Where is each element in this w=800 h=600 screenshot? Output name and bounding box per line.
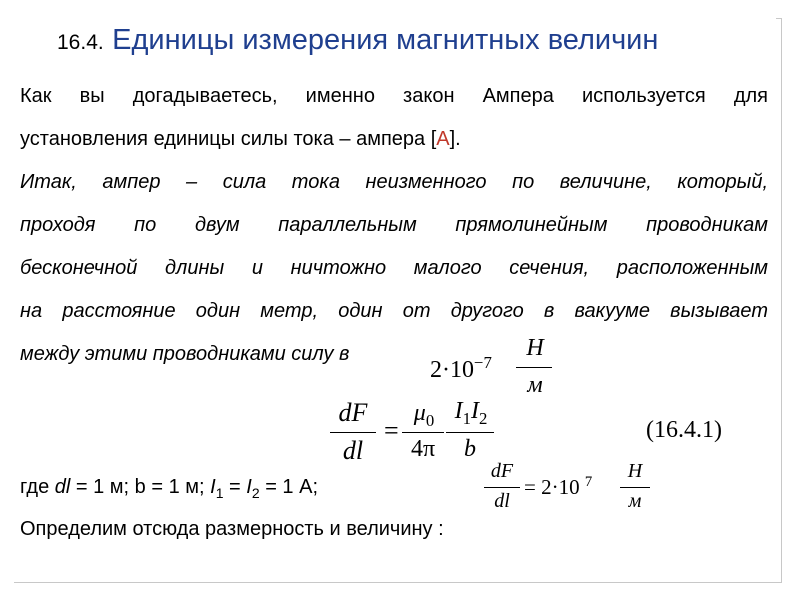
inline-fraction-bar — [516, 367, 552, 368]
i2-sub: 2 — [479, 408, 488, 428]
mu-sub: 0 — [425, 410, 435, 430]
ampere-symbol: А — [436, 128, 450, 150]
where-tail: = 1 А; — [259, 476, 319, 498]
text-line-2-body: установления единицы силы тока – ампера [ — [20, 128, 437, 150]
main-current-bar — [446, 432, 494, 433]
slide-border-right — [781, 18, 782, 583]
text-line-2 — [20, 129, 768, 149]
where-eq: = — [223, 476, 247, 498]
result-lhs-den: dl — [494, 490, 510, 512]
main-current-num — [446, 398, 496, 429]
last-line: Определим отсюда размерность и величину : — [20, 518, 444, 540]
result-rhs — [524, 474, 592, 500]
i2-symbol: I — [471, 398, 479, 424]
text-line-1: Как вы догадываетесь, именно закон Ампера используется для — [20, 85, 768, 107]
inline-unit-num: H — [526, 335, 544, 361]
where-dl: dl — [54, 476, 71, 498]
result-coef: = 2·10 — [524, 475, 580, 499]
inline-formula-coefficient — [430, 353, 492, 384]
main-lhs-num: dF — [338, 398, 368, 427]
where-line — [20, 477, 768, 503]
result-unit-bar — [620, 487, 650, 488]
main-mu-den: 4π — [410, 436, 436, 462]
where-i1-sub: 1 — [215, 485, 224, 501]
section-title: Единицы измерения магнитных величин — [112, 24, 659, 56]
slide-border-corner — [776, 18, 782, 19]
where-values: = 1 м; b = 1 м; — [70, 476, 211, 498]
mu-symbol: μ — [413, 400, 426, 426]
slide-title — [57, 24, 658, 57]
inline-unit-den: м — [527, 372, 543, 398]
result-lhs-bar — [484, 487, 520, 488]
i1-sub: 1 — [462, 408, 471, 428]
inline-coef: 2·10 — [430, 357, 474, 383]
where-i2-sub: 2 — [251, 485, 260, 501]
result-unit-num: H — [627, 460, 643, 482]
inline-exp: −7 — [474, 353, 492, 372]
main-equals: = — [384, 416, 399, 445]
main-mu-bar — [402, 432, 444, 433]
where-i2: I — [246, 476, 252, 498]
result-lhs-num: dF — [490, 460, 514, 482]
result-exp: 7 — [584, 474, 593, 490]
main-current-den: b — [464, 436, 476, 462]
text-line-3: Итак, ампер – сила тока неизменного по величине, который, — [20, 171, 768, 193]
section-number: 16.4. — [57, 31, 104, 54]
text-line-2-end: ]. — [449, 128, 461, 150]
where-prefix: где — [20, 476, 55, 498]
main-lhs-den: dl — [342, 436, 364, 465]
main-lhs-bar — [330, 432, 376, 433]
i1-symbol: I — [454, 398, 463, 424]
result-unit-den: м — [628, 490, 642, 512]
main-mu-num — [404, 400, 444, 431]
text-line-5: бесконечной длины и ничтожно малого сечения, расположенным — [20, 257, 768, 279]
where-i1: I — [210, 476, 216, 498]
slide-border-bottom — [14, 582, 782, 583]
equation-number: (16.4.1) — [646, 417, 722, 443]
text-line-7: между этими проводниками силу в — [20, 343, 350, 365]
text-line-6: на расстояние один метр, один от другого в вакууме вызывает — [20, 300, 768, 322]
text-line-4: проходя по двум параллельным прямолинейным проводникам — [20, 214, 768, 236]
